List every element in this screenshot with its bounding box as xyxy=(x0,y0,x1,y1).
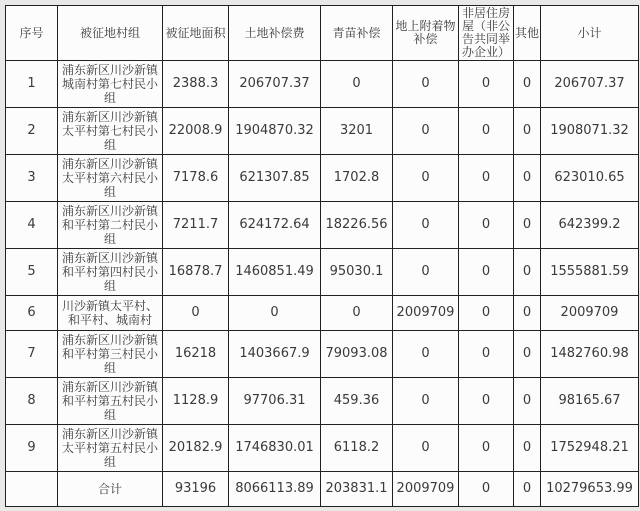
cell-village: 浦东新区川沙新镇和平村第二村民小组 xyxy=(58,202,163,249)
cell-seq: 1 xyxy=(6,61,58,108)
cell-attachment: 0 xyxy=(393,378,459,425)
table-row xyxy=(6,155,639,202)
cell-area: 7178.6 xyxy=(163,155,229,202)
cell-land: 97706.31 xyxy=(229,378,321,425)
cell-subtotal: 1908071.32 xyxy=(541,108,639,155)
cell-crop: 0 xyxy=(321,61,393,108)
cell-attachment: 0 xyxy=(393,61,459,108)
cell-seq xyxy=(6,472,58,507)
column-header-seq: 序号 xyxy=(6,6,58,61)
cell-crop: 203831.1 xyxy=(321,472,393,507)
cell-crop: 95030.1 xyxy=(321,249,393,296)
cell-land: 8066113.89 xyxy=(229,472,321,507)
cell-subtotal: 642399.2 xyxy=(541,202,639,249)
cell-nonresidential: 0 xyxy=(459,425,514,472)
table-row xyxy=(6,425,639,472)
table-row xyxy=(6,378,639,425)
cell-nonresidential: 0 xyxy=(459,61,514,108)
table-row xyxy=(6,296,639,331)
table-body xyxy=(6,61,639,507)
total-row xyxy=(6,472,639,507)
column-header-attachment: 地上附着物补偿 xyxy=(393,6,459,61)
cell-village: 浦东新区川沙新镇太平村第七村民小组 xyxy=(58,108,163,155)
cell-area: 20182.9 xyxy=(163,425,229,472)
cell-attachment: 2009709 xyxy=(393,472,459,507)
cell-attachment: 0 xyxy=(393,249,459,296)
cell-attachment: 2009709 xyxy=(393,296,459,331)
cell-other: 0 xyxy=(514,296,541,331)
cell-nonresidential: 0 xyxy=(459,155,514,202)
cell-land: 1460851.49 xyxy=(229,249,321,296)
cell-village: 浦东新区川沙新镇太平村第五村民小组 xyxy=(58,425,163,472)
column-header-subtotal: 小计 xyxy=(541,6,639,61)
cell-village: 浦东新区川沙新镇和平村第四村民小组 xyxy=(58,249,163,296)
cell-subtotal: 623010.65 xyxy=(541,155,639,202)
cell-village: 浦东新区川沙新镇城南村第七村民小组 xyxy=(58,61,163,108)
cell-nonresidential: 0 xyxy=(459,331,514,378)
cell-nonresidential: 0 xyxy=(459,202,514,249)
column-header-other: 其他 xyxy=(514,6,541,61)
cell-other: 0 xyxy=(514,61,541,108)
column-header-nonresidential: 非居住房屋（非公告共同举办企业） xyxy=(459,6,514,61)
cell-land: 0 xyxy=(229,296,321,331)
cell-village: 浦东新区川沙新镇和平村第五村民小组 xyxy=(58,378,163,425)
cell-other: 0 xyxy=(514,472,541,507)
header-row xyxy=(6,6,639,61)
cell-area: 7211.7 xyxy=(163,202,229,249)
cell-other: 0 xyxy=(514,202,541,249)
cell-subtotal: 1752948.21 xyxy=(541,425,639,472)
cell-area: 1128.9 xyxy=(163,378,229,425)
cell-land: 1746830.01 xyxy=(229,425,321,472)
cell-crop: 459.36 xyxy=(321,378,393,425)
cell-other: 0 xyxy=(514,249,541,296)
cell-crop: 79093.08 xyxy=(321,331,393,378)
cell-seq: 6 xyxy=(6,296,58,331)
table-row xyxy=(6,108,639,155)
cell-land: 1403667.9 xyxy=(229,331,321,378)
cell-land: 624172.64 xyxy=(229,202,321,249)
cell-land: 621307.85 xyxy=(229,155,321,202)
cell-seq: 5 xyxy=(6,249,58,296)
cell-subtotal: 98165.67 xyxy=(541,378,639,425)
cell-seq: 8 xyxy=(6,378,58,425)
cell-nonresidential: 0 xyxy=(459,296,514,331)
cell-crop: 3201 xyxy=(321,108,393,155)
cell-area: 16878.7 xyxy=(163,249,229,296)
cell-other: 0 xyxy=(514,108,541,155)
cell-other: 0 xyxy=(514,155,541,202)
cell-area: 0 xyxy=(163,296,229,331)
column-header-area: 被征地面积 xyxy=(163,6,229,61)
cell-other: 0 xyxy=(514,425,541,472)
cell-village: 浦东新区川沙新镇太平村第六村民小组 xyxy=(58,155,163,202)
cell-village: 川沙新镇太平村、和平村、城南村 xyxy=(58,296,163,331)
cell-nonresidential: 0 xyxy=(459,249,514,296)
cell-other: 0 xyxy=(514,378,541,425)
cell-attachment: 0 xyxy=(393,202,459,249)
table-row xyxy=(6,249,639,296)
cell-land: 206707.37 xyxy=(229,61,321,108)
cell-seq: 2 xyxy=(6,108,58,155)
cell-seq: 4 xyxy=(6,202,58,249)
cell-seq: 3 xyxy=(6,155,58,202)
column-header-crop: 青苗补偿 xyxy=(321,6,393,61)
cell-area: 22008.9 xyxy=(163,108,229,155)
compensation-table xyxy=(5,5,639,507)
cell-crop: 6118.2 xyxy=(321,425,393,472)
cell-subtotal: 1555881.59 xyxy=(541,249,639,296)
cell-subtotal: 206707.37 xyxy=(541,61,639,108)
cell-crop: 1702.8 xyxy=(321,155,393,202)
cell-crop: 18226.56 xyxy=(321,202,393,249)
cell-attachment: 0 xyxy=(393,331,459,378)
cell-area: 2388.3 xyxy=(163,61,229,108)
cell-subtotal: 2009709 xyxy=(541,296,639,331)
cell-subtotal: 10279653.99 xyxy=(541,472,639,507)
cell-nonresidential: 0 xyxy=(459,472,514,507)
column-header-land: 土地补偿费 xyxy=(229,6,321,61)
cell-attachment: 0 xyxy=(393,108,459,155)
column-header-village: 被征地村组 xyxy=(58,6,163,61)
cell-nonresidential: 0 xyxy=(459,108,514,155)
table-row xyxy=(6,61,639,108)
cell-other: 0 xyxy=(514,331,541,378)
cell-seq: 7 xyxy=(6,331,58,378)
cell-crop: 0 xyxy=(321,296,393,331)
cell-village: 合计 xyxy=(58,472,163,507)
cell-attachment: 0 xyxy=(393,425,459,472)
cell-land: 1904870.32 xyxy=(229,108,321,155)
cell-area: 93196 xyxy=(163,472,229,507)
table-row xyxy=(6,331,639,378)
cell-attachment: 0 xyxy=(393,155,459,202)
cell-nonresidential: 0 xyxy=(459,378,514,425)
cell-subtotal: 1482760.98 xyxy=(541,331,639,378)
cell-area: 16218 xyxy=(163,331,229,378)
cell-seq: 9 xyxy=(6,425,58,472)
table-row xyxy=(6,202,639,249)
cell-village: 浦东新区川沙新镇和平村第三村民小组 xyxy=(58,331,163,378)
